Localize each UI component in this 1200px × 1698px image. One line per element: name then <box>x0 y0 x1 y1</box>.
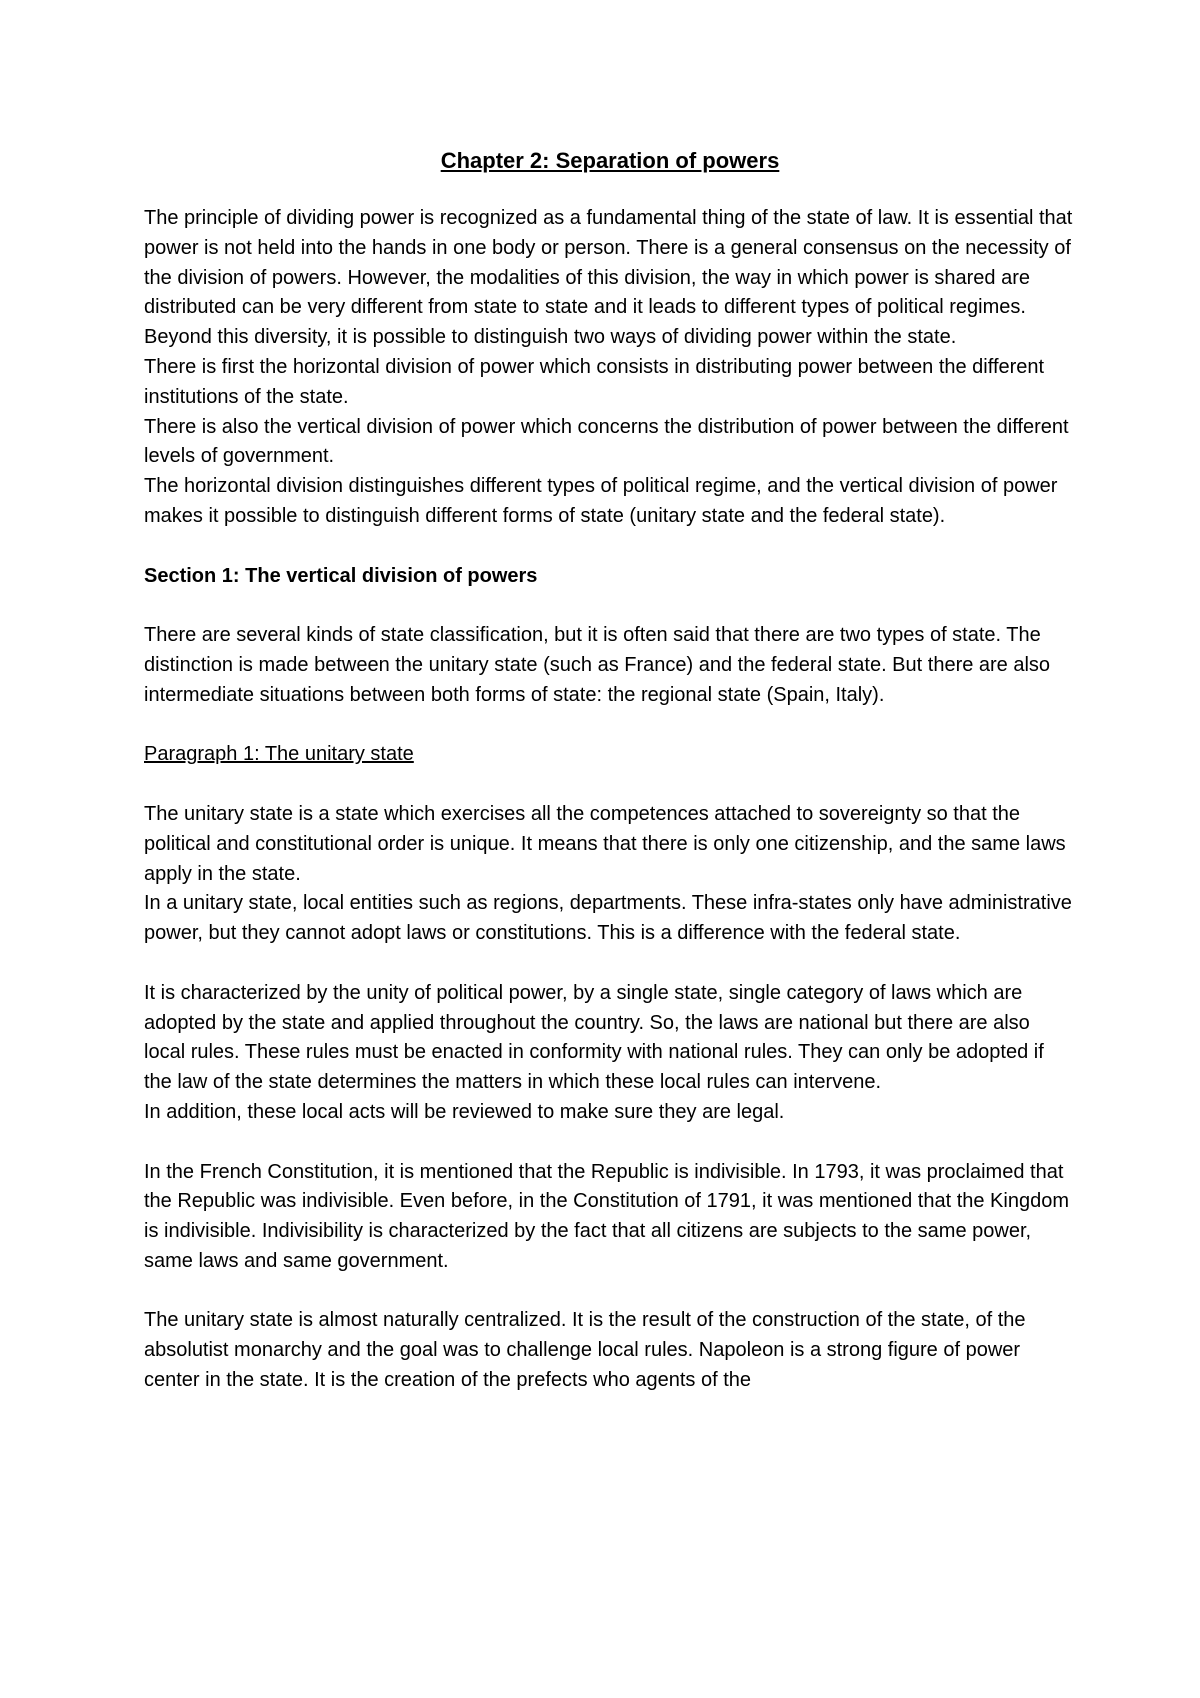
spacer <box>144 711 1076 741</box>
body-paragraph-1a: The unitary state is a state which exercises all the competences attached to sovereignty so that the political and constitutional order is unique. It means that there is only one citizenship, and the same laws apply in the state. <box>144 802 1066 885</box>
body-paragraph-2b: In addition, these local acts will be reviewed to make sure they are legal. <box>144 1100 785 1123</box>
intro-paragraph-2: There is first the horizontal division of power which consists in distributing power between the different institutions of the state. <box>144 355 1045 408</box>
body-paragraph-2a: It is characterized by the unity of political power, by a single state, single category of laws which are adopted by the state and applied throughout the country. So, the laws are national but there are also local rules. These rules must be enacted in conformity with national rules. They can only be adopted if the law of the state determines the matters in which these local rules can intervene. <box>144 981 1044 1094</box>
spacer <box>144 1277 1076 1307</box>
spacer <box>144 949 1076 979</box>
section-paragraph: There are several kinds of state classification, but it is often said that there are two types of state. The distinction is made between the unitary state (such as France) and the federal state. But there are also intermediate situations between both forms of state: the regional state (Spain, Italy). <box>144 624 1051 706</box>
spacer <box>144 532 1076 562</box>
body-paragraph-1b: In a unitary state, local entities such as regions, departments. These infra-states only have administrative power, but they cannot adopt laws or constitutions. This is a difference with the federal state. <box>144 892 1072 945</box>
document-content <box>144 146 1076 1396</box>
intro-paragraph-3: There is also the vertical division of power which concerns the distribution of power between the different levels of government. <box>144 415 1069 468</box>
intro-paragraph-4: The horizontal division distinguishes different types of political regime, and the vertical division of power makes it possible to distinguish different forms of state (unitary state and the federal state). <box>144 475 1058 527</box>
intro-paragraph-1: The principle of dividing power is recognized as a fundamental thing of the state of law. It is essential that power is not held into the hands in one body or person. There is a general consensus on the necessity of the division of powers. However, the modalities of this division, the way in which power is shared are distributed can be very different from state to state and it leads to different types of political regimes. Beyond this diversity, it is possible to distinguish two ways of dividing power within the state. <box>144 207 1073 349</box>
spacer <box>144 591 1076 621</box>
section-heading: Section 1: The vertical division of powers <box>144 564 538 587</box>
chapter-title: Chapter 2: Separation of powers <box>440 148 780 173</box>
spacer <box>144 770 1076 800</box>
spacer <box>144 1128 1076 1158</box>
body-paragraph-4: The unitary state is almost naturally centralized. It is the result of the construction of the state, of the absolutist monarchy and the goal was to challenge local rules. Napoleon is a strong figure of power center in the state. It is the creation of the prefects who agents of the <box>144 1309 1026 1392</box>
paragraph-heading: Paragraph 1: The unitary state <box>144 743 414 766</box>
body-paragraph-3: In the French Constitution, it is mentioned that the Republic is indivisible. In 1793, it was proclaimed that the Republic was indivisible. Even before, in the Constitution of 1791, it was mentioned that the Kingdom is indivisible. Indivisibility is characterized by the fact that all citizens are subjects to the same power, same laws and same government. <box>144 1160 1069 1272</box>
